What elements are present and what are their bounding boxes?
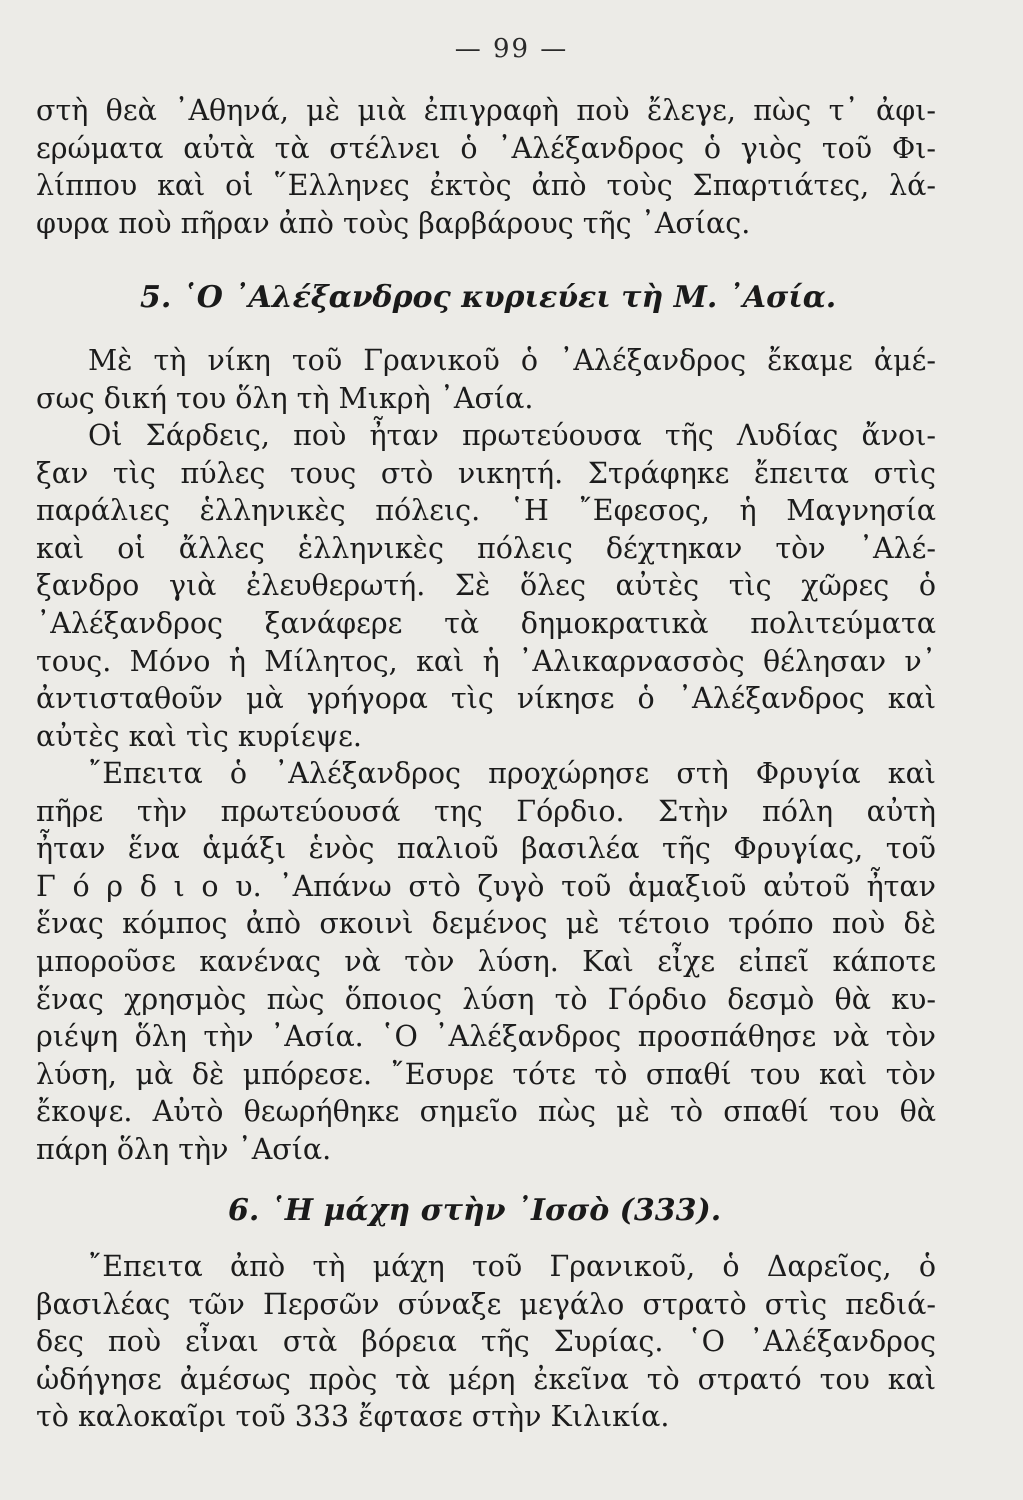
text-line: παράλιες ἑλληνικὲς πόλεις. ῾Η ῎Εφεσος, ἡ Μαγνησία — [36, 494, 936, 528]
text-line: Οἱ Σάρδεις, ποὺ ἦταν πρωτεύουσα τῆς Λυδίας ἄνοι- — [88, 419, 936, 452]
text-line: ερώματα αὐτὰ τὰ στέλνει ὁ ᾿Αλέξανδρος ὁ γιὸς τοῦ Φι- — [36, 131, 936, 165]
text-line: ῎Επειτα ἀπὸ τὴ μάχη τοῦ Γρανικοῦ, ὁ Δαρεῖος, ὁ — [88, 1250, 936, 1283]
text-line: Μὲ τὴ νίκη τοῦ Γρανικοῦ ὁ ᾿Αλέξανδρος ἔκαμε ἀμέ- — [88, 344, 936, 377]
page-number: — 99 — — [454, 34, 569, 64]
text-line: σως δική του ὅλη τὴ Μικρὴ ᾿Ασία. — [36, 381, 534, 415]
text-line: ἕνας κόμπος ἀπὸ σκοινὶ δεμένος μὲ τέτοιο τρόπο ποὺ δὲ — [36, 907, 936, 941]
section-5-paragraph-3 — [36, 755, 936, 1169]
text-line: φυρα ποὺ πῆραν ἀπὸ τοὺς βαρβάρους τῆς ᾿Ασίας. — [36, 206, 751, 240]
text-line: αὐτὲς καὶ τὶς κυρίεψε. — [36, 719, 362, 753]
text-line: ἕνας χρησμὸς πὼς ὅποιος λύση τὸ Γόρδιο δεσμὸ θὰ κυ- — [36, 982, 936, 1016]
text-line: πάρη ὅλη τὴν ᾿Ασία. — [36, 1132, 332, 1166]
text-line: λίππου καὶ οἱ ῞Ελληνες ἐκτὸς ἀπὸ τοὺς Σπαρτιάτες, λά- — [36, 169, 936, 203]
text-line: ξαν τὶς πύλες τους στὸ νικητή. Στράφηκε ἔπειτα στὶς — [36, 456, 936, 490]
text-line: ἔκοψε. Αὐτὸ θεωρήθηκε σημεῖο πὼς μὲ τὸ σπαθί του θὰ — [36, 1095, 936, 1129]
text-line: ῎Επειτα ὁ ᾿Αλέξανδρος προχώρησε στὴ Φρυγία καὶ — [88, 757, 936, 790]
text-line: ᾿Αλέξανδρος ξανάφερε τὰ δημοκρατικὰ πολιτεύματα — [36, 606, 936, 640]
section-5-paragraph-2 — [36, 417, 936, 755]
text-line: βασιλέας τῶν Περσῶν σύναξε μεγάλο στρατὸ στὶς πεδιά- — [36, 1287, 936, 1321]
text-line: λύση, μὰ δὲ μπόρεσε. ῎Εσυρε τότε τὸ σπαθί του καὶ τὸν — [36, 1057, 936, 1091]
text-line: Γ ό ρ δ ι ο υ. ᾿Απάνω στὸ ζυγὸ τοῦ ἁμαξιοῦ αὐτοῦ ἦταν — [36, 869, 936, 903]
text-line: ριέψη ὅλη τὴν ᾿Ασία. ῾Ο ᾿Αλέξανδρος προσπάθησε νὰ τὸν — [36, 1020, 936, 1054]
text-line: καὶ οἱ ἄλλες ἑλληνικὲς πόλεις δέχτηκαν τὸν ᾿Αλέ- — [36, 531, 936, 565]
section-6-heading: 6. ῾Η μάχη στὴν ᾿Ισσὸ (333). — [228, 1193, 722, 1228]
text-line: ἦταν ἕνα ἁμάξι ἑνὸς παλιοῦ βασιλέα τῆς Φρυγίας, τοῦ — [36, 832, 936, 866]
text-line: τὸ καλοκαῖρι τοῦ 333 ἔφτασε στὴν Κιλικία. — [36, 1400, 670, 1434]
text-line: τους. Μόνο ἡ Μίλητος, καὶ ἡ ᾿Αλικαρνασσὸς θέλησαν ν᾿ — [36, 644, 936, 678]
text-line: ἀντισταθοῦν μὰ γρήγορα τὶς νίκησε ὁ ᾿Αλέξανδρος καὶ — [36, 682, 936, 716]
intro-paragraph — [36, 92, 936, 242]
text-line: δες ποὺ εἶναι στὰ βόρεια τῆς Συρίας. ῾Ο ᾿Αλέξανδρος — [36, 1325, 936, 1359]
text-line: πῆρε τὴν πρωτεύουσά της Γόρδιο. Στὴν πόλη αὐτὴ — [36, 794, 936, 828]
section-5-paragraph-1 — [36, 342, 936, 417]
text-line: ξανδρο γιὰ ἐλευθερωτή. Σὲ ὅλες αὐτὲς τὶς χῶρες ὁ — [36, 569, 936, 603]
section-5-heading: 5. ῾Ο ᾿Αλέξανδρος κυριεύει τὴ Μ. ᾿Ασία. — [140, 280, 837, 315]
text-line: ὡδήγησε ἀμέσως πρὸς τὰ μέρη ἐκεῖνα τὸ στρατό του καὶ — [36, 1362, 936, 1396]
text-line: μποροῦσε κανένας νὰ τὸν λύση. Καὶ εἶχε εἰπεῖ κάποτε — [36, 944, 936, 978]
section-6-paragraph-1 — [36, 1248, 936, 1436]
text-line: στὴ θεὰ ᾿Αθηνά, μὲ μιὰ ἐπιγραφὴ ποὺ ἔλεγε, πὼς τ᾿ ἀφι- — [36, 94, 936, 127]
